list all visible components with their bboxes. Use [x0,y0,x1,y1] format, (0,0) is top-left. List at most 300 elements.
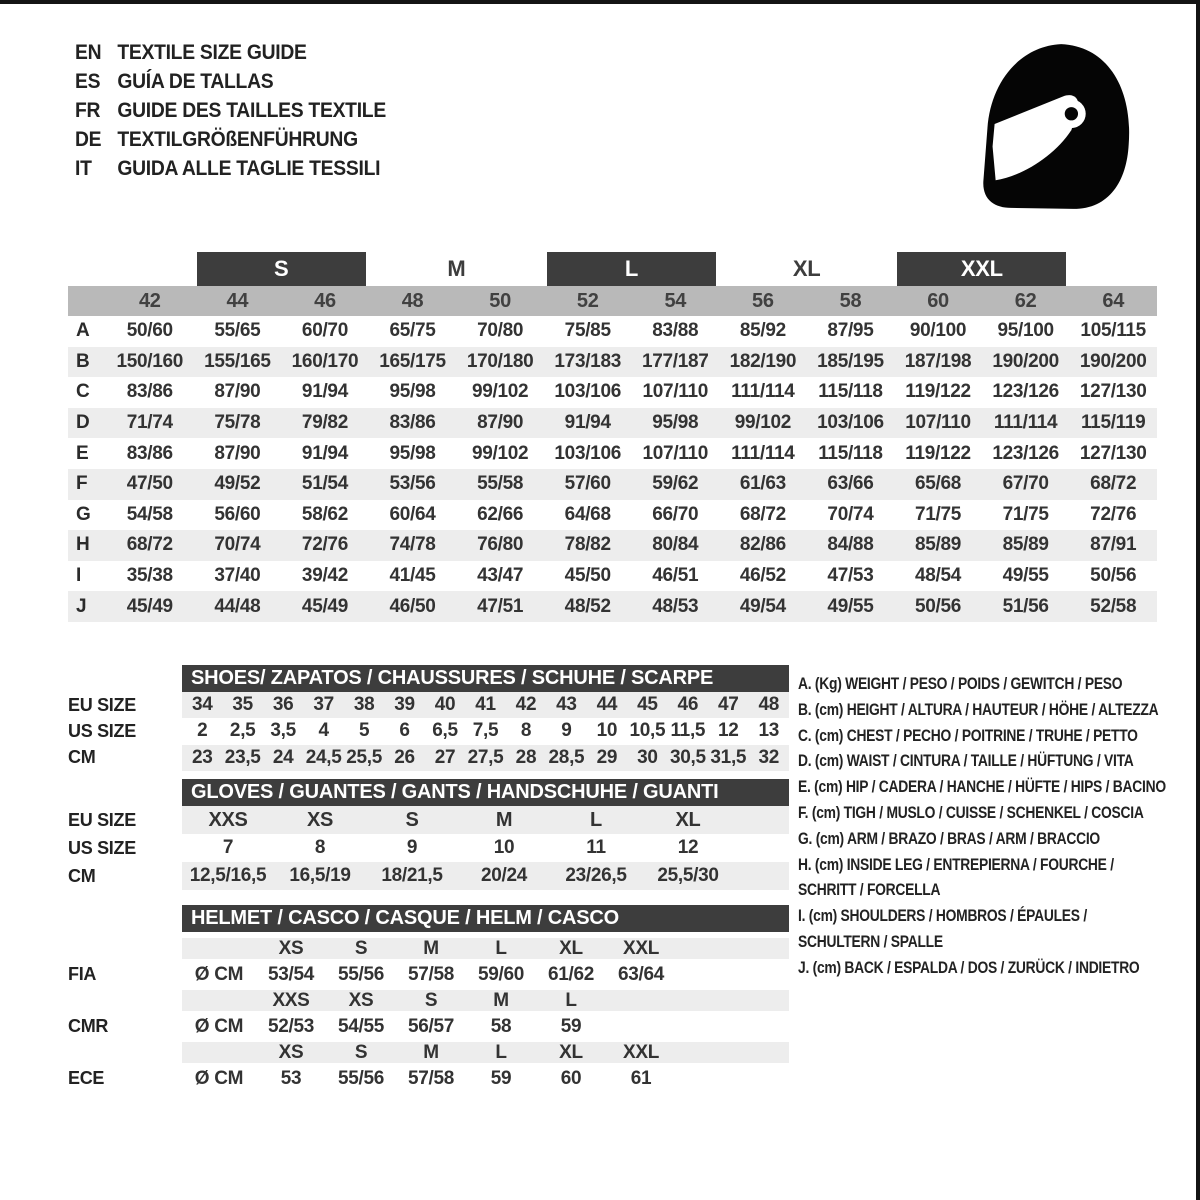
value-cell: 8 [520,720,532,742]
value-cell: 190/200 [992,350,1059,372]
value-cell: 150/160 [116,350,184,372]
value-cell: 53 [280,1067,302,1089]
value-cell: 62/66 [477,503,524,525]
value-cell: 39 [394,694,415,716]
value-cell: Ø CM [194,1015,244,1037]
value-cell: 11,5 [670,720,706,742]
row-label [68,1042,182,1063]
value-cell: 20/24 [480,865,528,886]
value-cell: 27,5 [467,746,504,768]
value-cell: 10 [493,837,515,858]
helmet-fia-values [182,959,789,990]
value-cell: 44 [596,694,618,716]
value-cell: 31,5 [710,746,747,768]
value-cell: S [424,990,438,1011]
row-letter: B [76,350,90,372]
value-cell: 67/70 [1002,473,1049,495]
value-cell: 47/50 [126,473,173,495]
value-cell: 61/62 [547,963,595,985]
value-cell: 26 [394,746,415,768]
row-label: US SIZE [68,720,136,741]
value-cell: 49/52 [214,473,261,495]
legend-item: J. (cm) BACK / ESPALDA / DOS / ZURÜCK / INDIETRO [798,958,1140,977]
value-cell: 37/40 [214,565,261,587]
size-group-m: M [447,256,466,281]
value-cell: 46/51 [652,565,699,587]
value-cell: 127/130 [1079,381,1147,403]
shoes-row [68,718,789,744]
measurement-row-i [68,561,1157,592]
value-cell: L [495,938,507,959]
value-cell: 48 [758,694,780,716]
value-cell: 37 [313,694,334,716]
value-cell: 58 [490,1015,512,1037]
shoes-values [182,718,789,744]
value-cell: 55/56 [337,1067,385,1089]
value-cell: 29 [596,746,618,768]
language-row [75,154,386,183]
language-code: DE [75,127,102,151]
size-group-header-row [68,252,1157,286]
gloves-row [68,834,789,862]
value-cell: XL [559,938,583,959]
value-cell: 24 [272,746,294,768]
value-cell: XS [278,938,304,959]
row-letter: E [76,442,89,464]
value-cell: 83/86 [389,412,436,434]
legend-item: D. (cm) WAIST / CINTURA / TAILLE / HÜFTUNG / VITA [798,752,1134,771]
value-cell: 127/130 [1079,442,1147,464]
value-cell: 52/58 [1090,595,1137,617]
value-cell: 52/53 [267,1015,315,1037]
value-cell: 54/58 [126,503,173,525]
row-letter: G [76,503,91,525]
value-cell: 58/62 [301,503,348,525]
value-cell: 35/38 [126,565,173,587]
legend-item: B. (cm) HEIGHT / ALTURA / HAUTEUR / HÖHE / ALTEZZA [798,700,1159,719]
value-cell: 87/90 [477,412,524,434]
value-cell: 87/90 [214,381,261,403]
shoes-values [182,692,789,718]
value-cell: 87/91 [1090,534,1137,556]
value-cell: 40 [434,694,456,716]
value-cell: 12,5/16,5 [189,865,267,886]
value-cell: 173/183 [554,350,621,372]
shoes-row [68,692,789,718]
value-cell: 12 [677,837,699,858]
size-group-xxl: XXL [897,252,1066,286]
value-cell: Ø CM [194,1067,244,1089]
value-cell: 103/106 [554,442,621,464]
value-cell: 6 [399,720,410,742]
value-cell: 111/114 [731,442,795,464]
value-cell: 65/68 [915,473,962,495]
language-title: GUIDA ALLE TAGLIE TESSILI [117,156,381,180]
language-row [75,96,386,125]
value-cell: 95/100 [997,320,1054,342]
value-cell: 91/94 [301,381,348,403]
value-cell: 7 [222,837,234,858]
value-cell: 7,5 [472,720,499,742]
shoes-table-title: SHOES/ ZAPATOS / CHAUSSURES / SCHUHE / SCARPE [182,665,789,692]
value-cell: XXL [622,938,660,959]
value-cell: 65/75 [389,320,436,342]
value-cell: 187/198 [904,350,972,372]
racing-helmet-icon [973,38,1137,212]
value-cell: 32 [758,746,780,768]
value-cell: 10 [596,720,618,742]
value-cell: 55/65 [214,320,261,342]
value-cell: 85/89 [1002,534,1049,556]
value-cell: 59 [490,1067,512,1089]
value-cell: 99/102 [734,412,792,434]
language-title-block [75,38,386,183]
language-code: FR [75,98,101,122]
value-cell: 61 [630,1067,652,1089]
value-cell: 53/56 [389,473,436,495]
value-cell: 48/53 [652,595,699,617]
value-cell: 72/76 [301,534,348,556]
value-cell: 115/118 [818,381,883,403]
language-title: TEXTILGRÖßENFÜHRUNG [117,127,358,151]
value-cell: 70/80 [477,320,524,342]
value-cell: 95/98 [389,381,436,403]
helmet-sizes-cmr-values [182,990,789,1011]
gloves-row [68,806,789,834]
size-header-cell: 64 [1102,289,1125,312]
value-cell: 55/58 [477,473,524,495]
value-cell: 56/57 [407,1015,455,1037]
value-cell: S [354,1042,368,1063]
value-cell: 18/21,5 [381,865,443,886]
size-header-cell: 56 [752,289,774,312]
measurement-row-c [68,377,1157,408]
row-label: CM [68,865,96,886]
gloves-table-title: GLOVES / GUANTES / GANTS / HANDSCHUHE / GUANTI [182,779,789,806]
value-cell: 68/72 [1090,473,1137,495]
value-cell: 3,5 [270,720,296,742]
size-header-cell: 44 [226,289,249,312]
value-cell: 57/58 [407,1067,455,1089]
measurement-row-h [68,530,1157,561]
language-code: EN [75,40,102,64]
value-cell: 177/187 [641,350,709,372]
value-cell: 59/62 [652,473,699,495]
language-row [75,38,386,67]
value-cell: 27 [434,746,456,768]
value-cell: 68/72 [739,503,786,525]
value-cell: M [495,808,513,831]
value-cell: XL [675,808,701,831]
value-cell: XS [306,808,334,831]
value-cell: 59/60 [477,963,525,985]
value-cell: Ø CM [194,963,244,985]
value-cell: 41/45 [389,565,436,587]
measurement-row-d [68,408,1157,439]
value-cell: S [354,938,368,959]
value-cell: 103/106 [817,412,884,434]
value-cell: 10,5 [629,720,666,742]
legend-item: E. (cm) HIP / CADERA / HANCHE / HÜFTE / HIPS / BACINO [798,778,1166,797]
value-cell: M [423,938,439,959]
gloves-table [68,779,789,890]
value-cell: 47/53 [827,565,874,587]
helmet-fia-row [68,959,789,990]
value-cell: 71/74 [126,412,173,434]
value-cell: 57/60 [564,473,611,495]
value-cell: 39/42 [301,565,348,587]
size-header-cell: 52 [576,289,599,312]
value-cell: 105/115 [1080,320,1146,342]
row-label [68,938,182,959]
value-cell: L [495,1042,507,1063]
value-cell: 9 [406,837,418,858]
value-cell: L [590,808,602,831]
language-row [75,125,386,154]
size-group-s: S [197,252,366,286]
row-label [68,990,182,1011]
value-cell: 51/56 [1002,595,1049,617]
value-cell: 61/63 [739,473,786,495]
main-size-table [68,252,1157,622]
measurement-row-j [68,591,1157,622]
value-cell: 103/106 [554,381,621,403]
value-cell: 123/126 [992,442,1059,464]
helmet-sizes-fia-values [182,938,789,959]
right-border-line [1196,0,1200,1200]
value-cell: 85/89 [915,534,962,556]
numeric-size-header-row [68,286,1157,316]
value-cell: 60/70 [301,320,348,342]
value-cell: 35 [232,694,253,716]
value-cell: 23/26,5 [565,865,627,886]
value-cell: 48/52 [564,595,611,617]
value-cell: 24,5 [305,746,342,768]
helmet-sizes-ece-values [182,1042,789,1063]
value-cell: S [405,808,419,831]
helmet-ece-values [182,1063,789,1094]
value-cell: 59 [560,1015,582,1037]
value-cell: 9 [561,720,572,742]
value-cell: M [493,990,509,1011]
value-cell: 87/95 [827,320,874,342]
shoes-row [68,745,789,771]
row-letter: J [76,595,87,617]
row-label: FIA [68,964,97,984]
language-code: IT [75,156,92,180]
value-cell: 8 [314,837,326,858]
language-row [75,67,386,96]
value-cell: XXS [272,990,310,1011]
value-cell: 90/100 [909,320,967,342]
value-cell: 75/78 [214,412,261,434]
value-cell: 76/80 [477,534,524,556]
language-title: GUIDE DES TAILLES TEXTILE [117,98,386,122]
value-cell: 107/110 [642,381,709,403]
value-cell: XL [559,1042,583,1063]
size-group-xl: XL [792,256,821,281]
helmet-table-title: HELMET / CASCO / CASQUE / HELM / CASCO [182,905,789,932]
value-cell: 71/75 [1002,503,1049,525]
value-cell: 119/122 [905,381,971,403]
value-cell: 57/58 [407,963,455,985]
helmet-sizes-fia-row [68,938,789,959]
value-cell: 42 [515,694,537,716]
value-cell: 70/74 [214,534,261,556]
helmet-cmr-row [68,1011,789,1042]
row-label: EU SIZE [68,694,136,715]
row-label: ECE [68,1068,105,1088]
value-cell: 38 [353,694,375,716]
size-header-cell: 58 [839,289,862,312]
value-cell: 91/94 [564,412,611,434]
size-header-cell: 48 [401,289,424,312]
value-cell: 50/60 [126,320,173,342]
value-cell: 63/66 [827,473,874,495]
helmet-sizes-cmr-row [68,990,789,1011]
legend-item: I. (cm) SHOULDERS / HOMBROS / ÉPAULES / SCHULTERN / SPALLE [798,907,1087,951]
value-cell: 60 [560,1067,582,1089]
size-header-cell: 60 [927,289,949,312]
size-header-cell: 46 [314,289,336,312]
legend-item: G. (cm) ARM / BRAZO / BRAS / ARM / BRACCIO [798,829,1100,848]
value-cell: 48/54 [915,565,962,587]
value-cell: 45/50 [564,565,611,587]
value-cell: 50/56 [1090,565,1137,587]
size-header-cell: 42 [138,289,161,312]
value-cell: 170/180 [466,350,534,372]
value-cell: 68/72 [126,534,173,556]
value-cell: 82/86 [739,534,786,556]
value-cell: 119/122 [905,442,971,464]
measurement-row-f [68,469,1157,500]
value-cell: 45 [637,694,658,716]
value-cell: 95/98 [389,442,436,464]
value-cell: 47/51 [477,595,524,617]
value-cell: 72/76 [1090,503,1137,525]
value-cell: 75/85 [564,320,611,342]
measurement-row-g [68,500,1157,531]
value-cell: XXS [208,808,248,831]
value-cell: L [565,990,577,1011]
value-cell: 91/94 [301,442,348,464]
value-cell: 99/102 [471,381,529,403]
value-cell: 43 [556,694,577,716]
value-cell: 28,5 [548,746,585,768]
value-cell: 74/78 [389,534,436,556]
value-cell: 28 [515,746,537,768]
value-cell: 87/90 [214,442,261,464]
measurement-row-a [68,316,1157,347]
value-cell: 54/55 [337,1015,385,1037]
value-cell: 99/102 [471,442,529,464]
value-cell: 111/114 [731,381,795,403]
row-letter: F [76,473,88,495]
value-cell: 85/92 [739,320,786,342]
top-border-line [0,0,1200,4]
value-cell: 49/55 [1002,565,1049,587]
value-cell: 111/114 [993,412,1058,434]
value-cell: 83/86 [126,442,173,464]
value-cell: 83/88 [652,320,699,342]
value-cell: 5 [358,720,370,742]
row-label: EU SIZE [68,809,136,830]
value-cell: 11 [586,837,606,858]
value-cell: 95/98 [652,412,699,434]
helmet-table [68,905,789,1094]
value-cell: 46 [677,694,699,716]
row-label: CM [68,747,96,768]
shoes-values [182,745,789,771]
language-title: GUÍA DE TALLAS [117,69,274,93]
value-cell: 56/60 [214,503,261,525]
gloves-row [68,862,789,890]
language-title: TEXTILE SIZE GUIDE [117,40,307,64]
row-letter: D [76,412,90,434]
shoes-table [68,665,789,771]
value-cell: 83/86 [126,381,173,403]
value-cell: 70/74 [827,503,874,525]
row-letter: I [76,565,81,587]
value-cell: 115/118 [818,442,883,464]
value-cell: 50/56 [915,595,962,617]
row-letter: C [76,381,90,403]
value-cell: 84/88 [827,534,874,556]
value-cell: 6,5 [432,720,458,742]
helmet-cmr-values [182,1011,789,1042]
value-cell: 36 [272,694,294,716]
value-cell: 60/64 [389,503,436,525]
row-letter: A [76,320,90,342]
value-cell: 16,5/19 [289,865,351,886]
row-letter: H [76,534,90,556]
legend-item: H. (cm) INSIDE LEG / ENTREPIERNA / FOURCHE / SCHRITT / FORCELLA [798,855,1114,900]
value-cell: 12 [718,720,739,742]
value-cell: 64/68 [564,503,611,525]
value-cell: 80/84 [652,534,699,556]
value-cell: M [423,1042,439,1063]
value-cell: 41 [475,694,496,716]
value-cell: 185/195 [817,350,884,372]
value-cell: 160/170 [291,350,359,372]
legend-item: F. (cm) TIGH / MUSLO / CUISSE / SCHENKEL / COSCIA [798,803,1144,822]
value-cell: 79/82 [301,412,348,434]
value-cell: 107/110 [642,442,709,464]
value-cell: 182/190 [729,350,797,372]
value-cell: 63/64 [617,963,665,985]
size-group-l: L [547,252,716,286]
value-cell: 2 [197,720,208,742]
size-header-cell: 54 [664,289,687,312]
gloves-values [182,834,789,862]
row-label: US SIZE [68,837,136,858]
main-size-table-body [68,316,1157,622]
value-cell: XS [278,1042,304,1063]
value-cell: XS [348,990,374,1011]
measurement-legend [798,672,1172,982]
value-cell: 30,5 [669,746,706,768]
value-cell: 13 [758,720,780,742]
value-cell: 51/54 [301,473,348,495]
gloves-values [182,862,789,890]
value-cell: 55/56 [337,963,385,985]
value-cell: 25,5/30 [657,865,719,886]
value-cell: 4 [318,720,329,742]
value-cell: 155/165 [204,350,271,372]
value-cell: XXL [622,1042,660,1063]
value-cell: 123/126 [992,381,1059,403]
value-cell: 23,5 [224,746,261,768]
